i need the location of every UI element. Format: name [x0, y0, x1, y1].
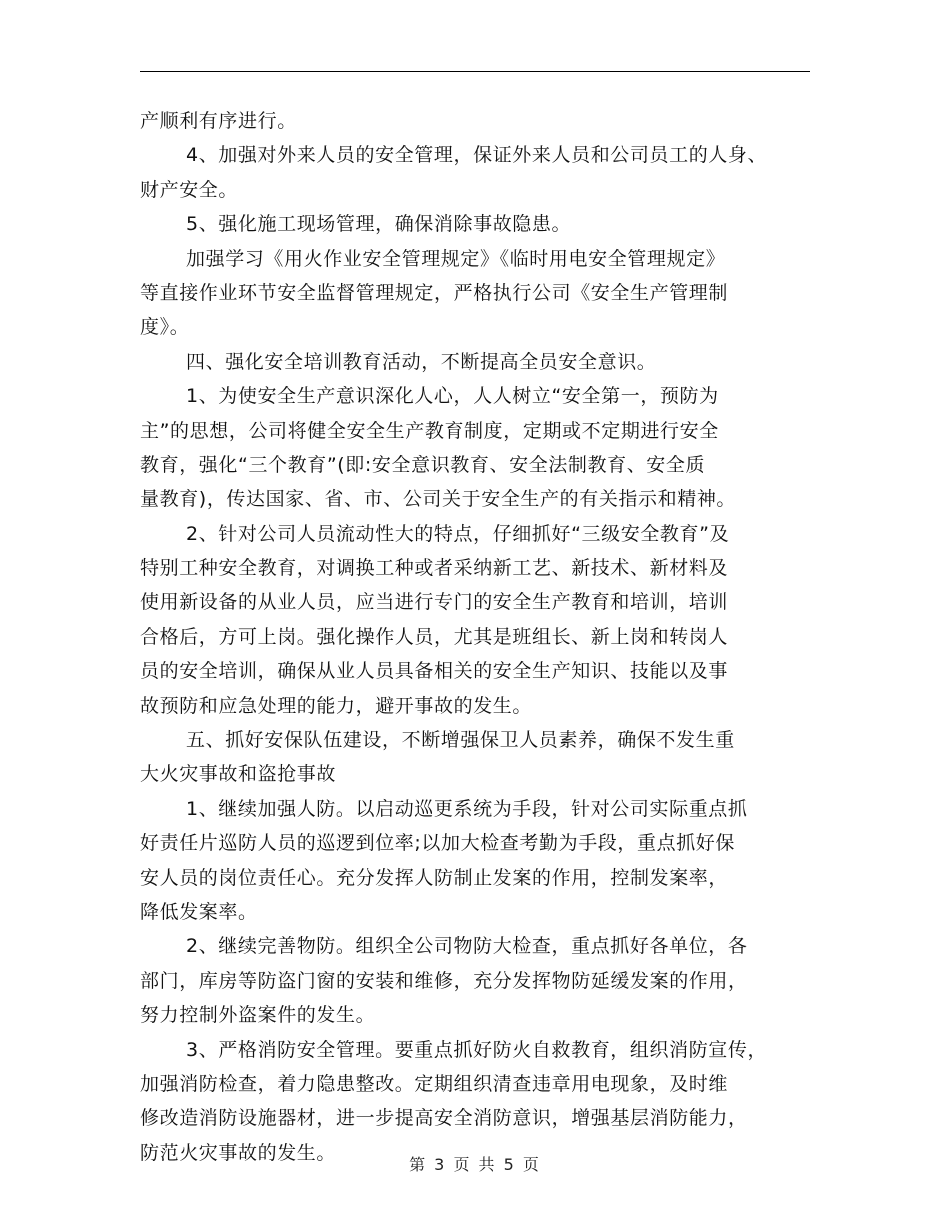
text-line: 产顺利有序进行。	[140, 110, 297, 132]
text-line: 合格后，方可上岗。强化操作人员，尤其是班组长、新上岗和转岗人	[140, 625, 729, 648]
text-line: 度》。	[140, 316, 190, 339]
text-line: 主”的思想，公司将健全安全生产教育制度，定期或不定期进行安全	[140, 419, 719, 442]
text-line: 好责任片巡防人员的巡逻到位率;以加大检查考勤为手段，重点抓好保	[140, 832, 736, 855]
text-line: 4、加强对外来人员的安全管理，保证外来人员和公司员工的人身、	[186, 144, 768, 167]
text-line: 四、强化安全培训教育活动，不断提高全员安全意识。	[186, 350, 657, 373]
header-rule	[140, 71, 810, 72]
text-line: 量教育)，传达国家、省、市、公司关于安全生产的有关指示和精神。	[140, 488, 737, 511]
text-line: 努力控制外盗案件的发生。	[140, 1004, 376, 1027]
text-line: 特别工种安全教育，对调换工种或者采纳新工艺、新技术、新材料及	[140, 557, 729, 580]
text-line: 五、抓好安保队伍建设，不断增强保卫人员素养，确保不发生重	[186, 729, 735, 752]
text-line: 员的安全培训，确保从业人员具备相关的安全生产知识、技能以及事	[140, 660, 729, 683]
page-footer: 第 3 页 共 5 页	[409, 1155, 541, 1174]
text-line: 加强消防检查，着力隐患整改。定期组织清查违章用电现象，及时维	[140, 1072, 729, 1095]
text-line: 3、严格消防安全管理。要重点抓好防火自救教育，组织消防宣传，	[186, 1038, 768, 1061]
text-line: 部门，库房等防盗门窗的安装和维修，充分发挥物防延缓发案的作用，	[140, 969, 748, 992]
text-line: 教育，强化“三个教育”(即:安全意识教育、安全法制教育、安全质	[140, 453, 706, 476]
text-line: 防范火灾事故的发生。	[140, 1141, 337, 1164]
text-line: 2、继续完善物防。组织全公司物防大检查，重点抓好各单位，各	[186, 935, 748, 958]
text-line: 大火灾事故和盗抢事故	[140, 763, 337, 786]
text-line: 财产安全。	[140, 178, 239, 201]
text-line: 使用新设备的从业人员，应当进行专门的安全生产教育和培训，培训	[140, 591, 729, 614]
text-line: 故预防和应急处理的能力，避开事故的发生。	[140, 694, 533, 717]
text-line: 1、为使安全生产意识深化人心，人人树立“安全第一，预防为	[186, 385, 719, 408]
text-line: 降低发案率。	[140, 900, 258, 923]
text-line: 2、针对公司人员流动性大的特点，仔细抓好“三级安全教育”及	[186, 522, 730, 545]
text-line: 修改造消防设施器材，进一步提高安全消防意识，增强基层消防能力，	[140, 1107, 748, 1130]
text-line: 加强学习《用火作业安全管理规定》《临时用电安全管理规定》	[186, 247, 726, 270]
text-line: 等直接作业环节安全监督管理规定，严格执行公司《安全生产管理制	[140, 281, 729, 304]
text-line: 安人员的岗位责任心。充分发挥人防制止发案的作用，控制发案率，	[140, 866, 729, 889]
text-line: 5、强化施工现场管理，确保消除事故隐患。	[186, 213, 572, 236]
text-line: 1、继续加强人防。以启动巡更系统为手段，针对公司实际重点抓	[186, 797, 748, 820]
document-body	[140, 104, 830, 1170]
